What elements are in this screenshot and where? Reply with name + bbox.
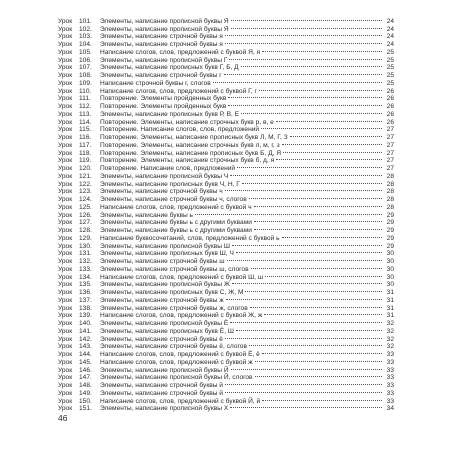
row-page-number: 27: [386, 149, 394, 157]
row-page-number: 30: [386, 265, 394, 273]
row-lesson-label: Урок: [58, 405, 73, 413]
row-lesson-title: Повторение. Элементы, написание строчных букв р, в, е: [100, 118, 274, 126]
row-lesson-label: Урок: [58, 250, 73, 258]
row-lesson-title: Элементы, написание прописных букв С, Ж, М: [100, 289, 244, 296]
row-lesson-title: Элементы, написание прописной буквы Я: [100, 17, 229, 25]
row-lesson-label: Урок: [58, 56, 73, 64]
row-page-number: 32: [386, 343, 394, 351]
row-page-number: 25: [386, 72, 394, 79]
row-dot-leader: [276, 155, 382, 163]
page-number: 46: [58, 413, 68, 423]
row-page-number: 31: [386, 312, 394, 320]
row-lesson-title: Элементы, написание буквы ь: [100, 211, 193, 219]
row-lesson-number: 147.: [79, 374, 92, 382]
row-lesson-number: 104.: [79, 41, 92, 48]
row-lesson-title: Элементы, написание строчной буквы я: [100, 33, 223, 41]
row-lesson-label: Урок: [58, 188, 73, 196]
row-dot-leader: [213, 77, 382, 85]
row-page-number: 28: [386, 203, 394, 211]
row-lesson-label: Урок: [58, 304, 73, 312]
row-dot-leader: [230, 403, 382, 411]
row-lesson-title: Элементы, написание строчной буквы ё, слогов: [100, 343, 247, 351]
row-lesson-title: Написание слогов, слов, предложений с буквой Ё, ё: [100, 351, 260, 358]
row-lesson-label: Урок: [58, 110, 73, 118]
row-lesson-number: 134.: [79, 273, 92, 281]
row-page-number: 30: [386, 273, 394, 281]
row-dot-leader: [232, 240, 382, 248]
row-lesson-title: Элементы, написание прописных букв Ё, Ш: [100, 327, 234, 335]
row-dot-leader: [262, 395, 382, 403]
row-lesson-number: 128.: [79, 227, 92, 234]
row-lesson-number: 122.: [79, 180, 92, 188]
row-page-number: 27: [386, 157, 394, 165]
row-lesson-label: Урок: [58, 273, 73, 281]
row-lesson-label: Урок: [58, 48, 73, 56]
row-lesson-number: 101.: [79, 17, 92, 25]
row-lesson-label: Урок: [58, 327, 73, 335]
row-page-number: 32: [386, 327, 394, 335]
row-lesson-label: Урок: [58, 33, 73, 41]
row-dot-leader: [262, 46, 382, 54]
row-lesson-title: Элементы, написание буквы ь с другими буквами: [100, 227, 252, 234]
row-lesson-number: 138.: [79, 304, 92, 312]
row-lesson-number: 135.: [79, 281, 92, 289]
row-page-number: 31: [386, 289, 394, 296]
row-lesson-label: Урок: [58, 196, 73, 203]
row-lesson-number: 133.: [79, 265, 92, 273]
row-lesson-number: 146.: [79, 366, 92, 374]
row-lesson-title: Элементы, написание прописной буквы Я: [100, 25, 229, 33]
row-lesson-title: Повторение. Элементы пройденных букв: [100, 95, 227, 103]
row-dot-leader: [259, 85, 382, 93]
row-lesson-label: Урок: [58, 258, 73, 265]
row-lesson-title: Элементы, написание прописных букв Р, В, Е: [100, 110, 240, 118]
toc-row: [58, 15, 394, 23]
row-lesson-number: 150.: [79, 397, 92, 405]
row-lesson-number: 139.: [79, 312, 92, 320]
row-dot-leader: [254, 224, 382, 232]
row-lesson-title: Элементы, написание строчной буквы й: [100, 389, 223, 397]
row-lesson-title: Написание слогов, слов, предложений с буквой Ш, ш: [100, 273, 264, 281]
row-page-number: 29: [386, 234, 394, 242]
row-dot-leader: [226, 294, 382, 302]
row-lesson-title: Элементы, написание прописных букв Ш, Ч: [100, 250, 234, 258]
row-lesson-number: 148.: [79, 382, 92, 389]
row-lesson-number: 149.: [79, 389, 92, 397]
row-lesson-label: Урок: [58, 281, 73, 289]
row-lesson-number: 105.: [79, 48, 92, 56]
row-dot-leader: [229, 54, 382, 62]
row-lesson-label: Урок: [58, 103, 73, 110]
row-lesson-label: Урок: [58, 41, 73, 48]
row-dot-leader: [290, 131, 382, 139]
row-lesson-title: Элементы, написание буквы ь с другими буквами: [100, 219, 252, 227]
row-lesson-label: Урок: [58, 358, 73, 366]
row-lesson-label: Урок: [58, 296, 73, 304]
row-lesson-title: Написание строчной буквы г, слогов: [100, 79, 211, 87]
row-lesson-label: Урок: [58, 242, 73, 250]
row-dot-leader: [237, 162, 382, 170]
row-lesson-label: Урок: [58, 312, 73, 320]
row-lesson-label: Урок: [58, 95, 73, 103]
row-dot-leader: [255, 372, 382, 380]
row-lesson-label: Урок: [58, 382, 73, 389]
row-lesson-title: Элементы, написание строчной буквы ш, слогов: [100, 265, 249, 273]
row-page-number: 31: [386, 296, 394, 304]
row-page-number: 26: [386, 118, 394, 126]
row-dot-leader: [231, 23, 382, 31]
row-page-number: 24: [386, 33, 394, 41]
row-dot-leader: [232, 279, 382, 287]
row-lesson-title: Элементы, написание прописных букв Г, Б, Д: [100, 64, 239, 72]
row-lesson-title: Повторение. Написание слогов, слов, предложений: [100, 126, 260, 134]
row-lesson-number: 113.: [79, 110, 92, 118]
row-dot-leader: [251, 263, 382, 271]
row-page-number: 27: [386, 141, 394, 149]
row-dot-leader: [250, 302, 382, 310]
row-lesson-number: 111.: [79, 95, 91, 103]
row-lesson-label: Урок: [58, 157, 73, 165]
row-lesson-number: 106.: [79, 56, 92, 64]
row-page-number: 28: [386, 196, 394, 203]
row-lesson-title: Написание слогов, слов, предложений с буквой Й, й: [100, 397, 261, 405]
row-lesson-title: Написание слогов, слов, предложений с буквой Г, г: [100, 87, 257, 95]
row-lesson-label: Урок: [58, 320, 73, 327]
row-lesson-label: Урок: [58, 134, 73, 141]
row-page-number: 28: [386, 180, 394, 188]
row-lesson-number: 110.: [79, 87, 92, 95]
row-lesson-number: 145.: [79, 358, 92, 366]
row-lesson-number: 103.: [79, 33, 92, 41]
row-lesson-title: Элементы, написание прописной буквы Й: [100, 366, 229, 374]
row-dot-leader: [236, 248, 382, 256]
row-lesson-label: Урок: [58, 335, 73, 343]
row-dot-leader: [282, 139, 382, 147]
row-dot-leader: [227, 255, 382, 263]
row-dot-leader: [265, 271, 382, 279]
row-lesson-label: Урок: [58, 126, 73, 134]
row-lesson-number: 102.: [79, 25, 92, 33]
row-lesson-label: Урок: [58, 389, 73, 397]
row-lesson-label: Урок: [58, 64, 73, 72]
row-page-number: 33: [386, 374, 394, 382]
row-dot-leader: [245, 286, 382, 294]
row-lesson-title: Элементы, написание прописных букв Ч, Н, Г: [100, 180, 240, 188]
row-page-number: 29: [386, 219, 394, 227]
row-lesson-title: Элементы, написание строчной буквы ё: [100, 335, 223, 343]
row-dot-leader: [230, 317, 382, 325]
row-dot-leader: [225, 31, 382, 39]
row-lesson-number: 151.: [79, 405, 92, 413]
row-lesson-number: 119.: [79, 157, 92, 165]
row-dot-leader: [225, 38, 382, 46]
row-lesson-title: Элементы, написание строчной буквы й: [100, 382, 223, 389]
row-page-number: 32: [386, 320, 394, 327]
row-page-number: 33: [386, 397, 394, 405]
row-page-number: 26: [386, 87, 394, 95]
row-lesson-number: 117.: [79, 141, 92, 149]
row-lesson-title: Элементы, написание строчной буквы я: [100, 41, 223, 48]
row-page-number: 24: [386, 25, 394, 33]
row-lesson-title: Элементы, написание строчной буквы ж: [100, 296, 224, 304]
row-lesson-number: 129.: [79, 234, 92, 242]
row-lesson-title: Элементы, написание прописной буквы Ч: [100, 172, 229, 180]
row-lesson-number: 124.: [79, 196, 92, 203]
row-lesson-number: 114.: [79, 118, 92, 126]
row-dot-leader: [228, 93, 382, 101]
row-dot-leader: [255, 356, 382, 364]
row-dot-leader: [224, 69, 382, 77]
row-lesson-label: Урок: [58, 397, 73, 405]
row-dot-leader: [195, 209, 382, 217]
row-page-number: 31: [386, 304, 394, 312]
row-lesson-title: Написание слогов, слов, предложений с буквой ж: [100, 358, 253, 366]
row-dot-leader: [254, 201, 382, 209]
row-lesson-number: 127.: [79, 219, 92, 227]
row-page-number: 30: [386, 250, 394, 258]
row-page-number: 26: [386, 103, 394, 110]
row-lesson-label: Урок: [58, 172, 73, 180]
row-lesson-number: 109.: [79, 79, 92, 87]
row-lesson-label: Урок: [58, 87, 73, 95]
row-page-number: 33: [386, 382, 394, 389]
row-lesson-number: 126.: [79, 211, 92, 219]
row-dot-leader: [249, 341, 382, 349]
row-lesson-title: Элементы, написание прописной буквы Ш: [100, 242, 230, 250]
row-lesson-label: Урок: [58, 227, 73, 234]
row-lesson-label: Урок: [58, 165, 73, 172]
row-lesson-label: Урок: [58, 149, 73, 157]
row-lesson-title: Написание слогов, слов, предложений с буквой Ж, ж: [100, 312, 263, 320]
row-lesson-number: 130.: [79, 242, 92, 250]
row-lesson-label: Урок: [58, 343, 73, 351]
row-dot-leader: [254, 217, 382, 225]
row-lesson-number: 141.: [79, 327, 92, 335]
row-lesson-number: 118.: [79, 149, 92, 157]
row-page-number: 25: [386, 64, 394, 72]
row-page-number: 26: [386, 95, 394, 103]
row-lesson-number: 140.: [79, 320, 92, 327]
row-dot-leader: [276, 116, 382, 124]
row-lesson-title: Элементы, написание прописной буквы Ё: [100, 320, 229, 327]
row-dot-leader: [231, 15, 382, 23]
row-lesson-title: Повторение. Элементы, написание строчных букв б, д, я: [100, 157, 275, 165]
row-page-number: 26: [386, 110, 394, 118]
row-dot-leader: [261, 124, 382, 132]
row-dot-leader: [228, 100, 382, 108]
row-dot-leader: [241, 108, 382, 116]
row-page-number: 33: [386, 358, 394, 366]
row-lesson-title: Элементы, написание прописной буквы Х: [100, 405, 229, 413]
row-dot-leader: [231, 364, 382, 372]
row-lesson-title: Повторение. Элементы, написание прописных букв Л, М, Г, З: [100, 134, 288, 141]
row-page-number: 28: [386, 172, 394, 180]
row-lesson-number: 136.: [79, 289, 92, 296]
row-lesson-number: 137.: [79, 296, 92, 304]
row-page-number: 29: [386, 242, 394, 250]
row-lesson-number: 120.: [79, 165, 92, 172]
row-page-number: 24: [386, 17, 394, 25]
row-lesson-label: Урок: [58, 203, 73, 211]
row-page-number: 27: [386, 134, 394, 141]
row-dot-leader: [225, 379, 382, 387]
row-page-number: 27: [386, 165, 394, 172]
row-page-number: 34: [386, 405, 394, 413]
row-lesson-title: Написание слогов, слов, предложений с буквой Я, я: [100, 48, 261, 56]
row-page-number: 30: [386, 258, 394, 265]
row-lesson-label: Урок: [58, 118, 73, 126]
row-lesson-title: Элементы, написание строчной буквы ч, слогов: [100, 196, 247, 203]
row-page-number: 30: [386, 281, 394, 289]
row-lesson-number: 131.: [79, 250, 92, 258]
row-lesson-label: Урок: [58, 234, 73, 242]
row-lesson-title: Повторение. Элементы, написание прописных букв Б, Д, Я: [100, 149, 282, 157]
row-dot-leader: [230, 170, 382, 178]
row-page-number: 25: [386, 79, 394, 87]
row-lesson-label: Урок: [58, 351, 73, 358]
row-lesson-title: Элементы, написание строчной буквы ч: [100, 188, 223, 196]
row-lesson-number: 125.: [79, 203, 92, 211]
row-page-number: 27: [386, 126, 394, 134]
row-lesson-label: Урок: [58, 72, 73, 79]
row-lesson-number: 108.: [79, 72, 92, 79]
row-lesson-number: 121.: [79, 172, 92, 180]
row-dot-leader: [225, 387, 382, 395]
row-lesson-title: Повторение. Элементы пройденных букв: [100, 103, 227, 110]
row-lesson-number: 107.: [79, 64, 92, 72]
row-lesson-number: 116.: [79, 134, 92, 141]
row-lesson-label: Урок: [58, 25, 73, 33]
row-lesson-number: 142.: [79, 335, 92, 343]
row-lesson-number: 143.: [79, 343, 92, 351]
row-lesson-title: Элементы, написание строчной буквы г: [100, 72, 222, 79]
row-dot-leader: [241, 62, 382, 70]
row-lesson-title: Повторение. Написание слов, предложений: [100, 165, 236, 172]
row-lesson-title: Элементы, написание прописной буквы Ж: [100, 281, 230, 289]
row-lesson-label: Урок: [58, 79, 73, 87]
row-dot-leader: [283, 147, 382, 155]
row-page-number: 32: [386, 335, 394, 343]
row-dot-leader: [236, 325, 382, 333]
row-dot-leader: [225, 186, 382, 194]
row-lesson-title: Написание буквосочетаний, слов, предложений с буквой ь: [100, 234, 280, 242]
row-lesson-label: Урок: [58, 211, 73, 219]
row-lesson-number: 132.: [79, 258, 92, 265]
row-dot-leader: [282, 232, 382, 240]
row-lesson-title: Написание слогов, слов, предложений с буквой ч: [100, 203, 252, 211]
row-page-number: 25: [386, 48, 394, 56]
row-lesson-label: Урок: [58, 180, 73, 188]
row-page-number: 28: [386, 188, 394, 196]
row-lesson-number: 144.: [79, 351, 92, 358]
row-page-number: 29: [386, 211, 394, 219]
row-page-number: 29: [386, 227, 394, 234]
row-lesson-title: Элементы, написание строчной буквы ж, слогов: [100, 304, 248, 312]
table-of-contents: [58, 15, 394, 413]
row-page-number: 33: [386, 351, 394, 358]
row-lesson-title: Элементы, написание прописной буквы Г: [100, 56, 228, 64]
row-lesson-title: Элементы, написание прописной буквы Й, слогов: [100, 374, 253, 382]
row-dot-leader: [242, 178, 382, 186]
row-dot-leader: [264, 310, 382, 318]
row-lesson-label: Урок: [58, 17, 73, 25]
row-lesson-number: 112.: [79, 103, 92, 110]
row-lesson-label: Урок: [58, 219, 73, 227]
row-lesson-label: Урок: [58, 265, 73, 273]
row-dot-leader: [225, 333, 382, 341]
row-page-number: 33: [386, 366, 394, 374]
row-dot-leader: [249, 193, 382, 201]
row-lesson-label: Урок: [58, 374, 73, 382]
row-lesson-title: Элементы, написание строчной буквы ш: [100, 258, 225, 265]
row-lesson-number: 123.: [79, 188, 92, 196]
row-lesson-label: Урок: [58, 289, 73, 296]
row-lesson-label: Урок: [58, 141, 73, 149]
row-lesson-label: Урок: [58, 366, 73, 374]
row-page-number: 24: [386, 41, 394, 48]
row-lesson-title: Повторение. Элементы, написание строчных букв л, м, г, з: [100, 141, 280, 149]
row-lesson-number: 115.: [79, 126, 92, 134]
row-page-number: 33: [386, 389, 394, 397]
row-page-number: 25: [386, 56, 394, 64]
row-dot-leader: [262, 348, 382, 356]
